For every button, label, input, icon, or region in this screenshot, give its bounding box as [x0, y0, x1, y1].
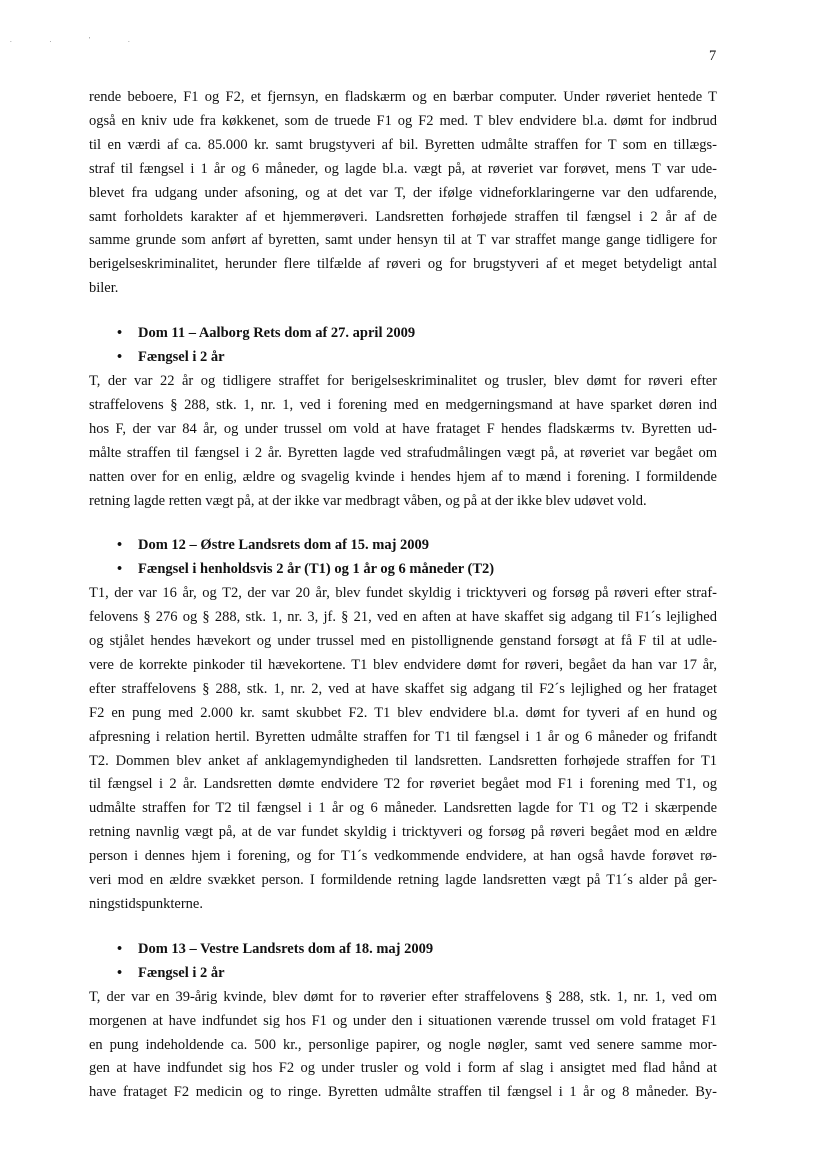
bullet-icon: •	[117, 325, 123, 342]
case-header-list	[89, 938, 717, 986]
text-line: gen at have indfundet sig hos F2 og under trusler og vold i form af slag i ansigtet med flad hånd at	[89, 1060, 717, 1077]
intro-paragraph	[89, 86, 717, 301]
case-sentence	[89, 962, 717, 986]
text-line: retning navnlig vægt på, at de var fundet skyldig i tricktyveri og forsøg på røveri begået mod en ældre	[89, 824, 717, 841]
case-heading-text: Dom 12 – Østre Landsrets dom af 15. maj 2009	[138, 537, 430, 554]
text-line: vere de korrekte pinkoder til hævekortene. T1 blev endvidere dømt for røveri, begået da han var 17 år,	[89, 656, 717, 673]
text-line: blevet fra udgang under afsoning, og at det var T, der ifølge vidneforklaringerne var den udfarende,	[89, 184, 717, 201]
case-sentence-text: Fængsel i 2 år	[138, 964, 225, 981]
case-heading	[89, 322, 717, 346]
text-line: T2. Dommen blev anket af anklagemyndigheden til landsretten. Landsretten forhøjede straffen for T1	[89, 752, 717, 769]
text-line: berigelseskriminalitet, herunder flere tilfælde af røveri og for brugstyveri af et meget betydeligt antal	[89, 256, 717, 273]
text-line: afpresning i relation hertil. Byretten udmålte straffen for T1 til fængsel i 1 år og 6 måneder og frifandt	[89, 728, 717, 745]
text-line: efter straffelovens § 288, stk. 1, nr. 2, ved at have skaffet sig adgang til F2´s lejlighed og her frataget	[89, 680, 717, 697]
text-line: samt forholdets karakter af et hjemmerøveri. Landsretten forhøjede straffen til fængsel i 2 år af de	[89, 208, 717, 225]
bullet-icon: •	[117, 940, 123, 957]
bullet-icon: •	[117, 537, 123, 554]
bullet-icon: •	[117, 964, 123, 981]
page-number: 7	[709, 48, 717, 64]
text-line: biler.	[89, 280, 119, 297]
case-heading	[89, 938, 717, 962]
text-line: udmålte straffen for T2 til fængsel i 1 år og 6 måneder. Landsretten lagde for T1 og T2 i skærpende	[89, 800, 717, 817]
text-line: felovens § 276 og § 288, stk. 1, nr. 3, jf. § 21, ved en aften at have skaffet sig adgang til F1´s lejlighed	[89, 609, 717, 626]
text-line: rende beboere, F1 og F2, et fjernsyn, en fladskærm og en bærbar computer. Under røveriet hentede T	[89, 89, 717, 105]
case-dom-12	[89, 534, 717, 917]
text-line: hos F, der var 84 år, og under trussel om vold at have frataget F hendes fladskærms tv. Byretten ud-	[89, 420, 717, 437]
text-line: natten over for en enlig, ældre og svagelig kvinde i hendes hjem af to mænd i forening. I formildende	[89, 468, 717, 485]
text-line: retning lagde retten vægt på, at der ikke var medbragt våben, og på at der ikke blev udøvet vold.	[89, 492, 647, 509]
case-heading-text: Dom 13 – Vestre Landsrets dom af 18. maj 2009	[138, 940, 434, 957]
scan-specks: . . ' .	[10, 36, 148, 44]
text-line: også en kniv ude fra køkkenet, som de truede F1 og F2 med. T blev endvidere bl.a. dømt for indbrud	[89, 112, 717, 129]
text-line: T, der var 22 år og tidligere straffet for berigelseskriminalitet og trusler, blev dømt for røveri efter	[89, 372, 717, 389]
text-line: og stjålet hendes hævekort og under trussel med en pistollignende genstand forsøgt at få F til at udle-	[89, 633, 717, 650]
text-line: veri mod en ældre svækket person. I formildende retning lagde landsretten vægt på T1´s alder på ger-	[89, 872, 717, 889]
bullet-icon: •	[117, 561, 123, 578]
text-line: samme grunde som anført af byretten, samt under hensyn til at T var straffet mange gange tidligere for	[89, 232, 717, 249]
text-line: straffelovens § 288, stk. 1, nr. 1, ved i forening med en medgerningsmand at have sparket døren ind	[89, 396, 717, 413]
text-line: have frataget F2 medicin og to ringe. Byretten udmålte straffen til fængsel i 1 år og 8 måneder. By-	[89, 1084, 717, 1101]
text-line: målte straffen til fængsel i 2 år. Byretten lagde ved strafudmålingen vægt på, at røveriet var begået om	[89, 444, 717, 461]
case-dom-13	[89, 938, 717, 1105]
text-line: en pung indeholdende ca. 500 kr., personlige papirer, og nogle nøgler, samt ved senere samme mor-	[89, 1036, 717, 1053]
case-header-list	[89, 534, 717, 582]
case-header-list	[89, 322, 717, 370]
text-line: til en værdi af ca. 85.000 kr. samt brugstyveri af bil. Byretten udmålte straffen for T som en tillægs-	[89, 136, 717, 153]
case-sentence-text: Fængsel i henholdsvis 2 år (T1) og 1 år og 6 måneder (T2)	[138, 561, 495, 578]
body-text	[89, 86, 717, 1105]
text-line: T1, der var 16 år, og T2, der var 20 år, blev fundet skyldig i tricktyveri og forsøg på røveri efter straf-	[89, 585, 717, 602]
case-heading	[89, 534, 717, 558]
bullet-icon: •	[117, 349, 123, 366]
case-heading-text: Dom 11 – Aalborg Rets dom af 27. april 2009	[138, 325, 416, 342]
text-line: F2 en pung med 2.000 kr. samt skubbet F2. T1 blev endvidere bl.a. dømt for tyveri af en hund og	[89, 704, 717, 721]
text-line: ningstidspunkterne.	[89, 896, 203, 912]
text-line: person i dennes hjem i forening, og for T1´s vedkommende endvidere, at han også havde forøvet rø-	[89, 848, 717, 865]
text-line: til fængsel i 2 år. Landsretten dømte endvidere T2 for røveriet begået mod F1 i forening med T1, og	[89, 776, 717, 793]
case-sentence	[89, 558, 717, 582]
text-line: morgenen at have indfundet sig hos F1 og under den i situationen værende trussel om vold frataget F1	[89, 1012, 717, 1029]
case-sentence	[89, 346, 717, 370]
case-sentence-text: Fængsel i 2 år	[138, 349, 225, 366]
text-line: T, der var en 39-årig kvinde, blev dømt for to røverier efter straffelovens § 288, stk. 1, nr. 1, ved om	[89, 988, 717, 1005]
case-dom-11	[89, 322, 717, 513]
text-line: straf til fængsel i 1 år og 6 måneder, og lagde bl.a. vægt på, at røveriet var forøvet, mens T var ude-	[89, 160, 717, 177]
